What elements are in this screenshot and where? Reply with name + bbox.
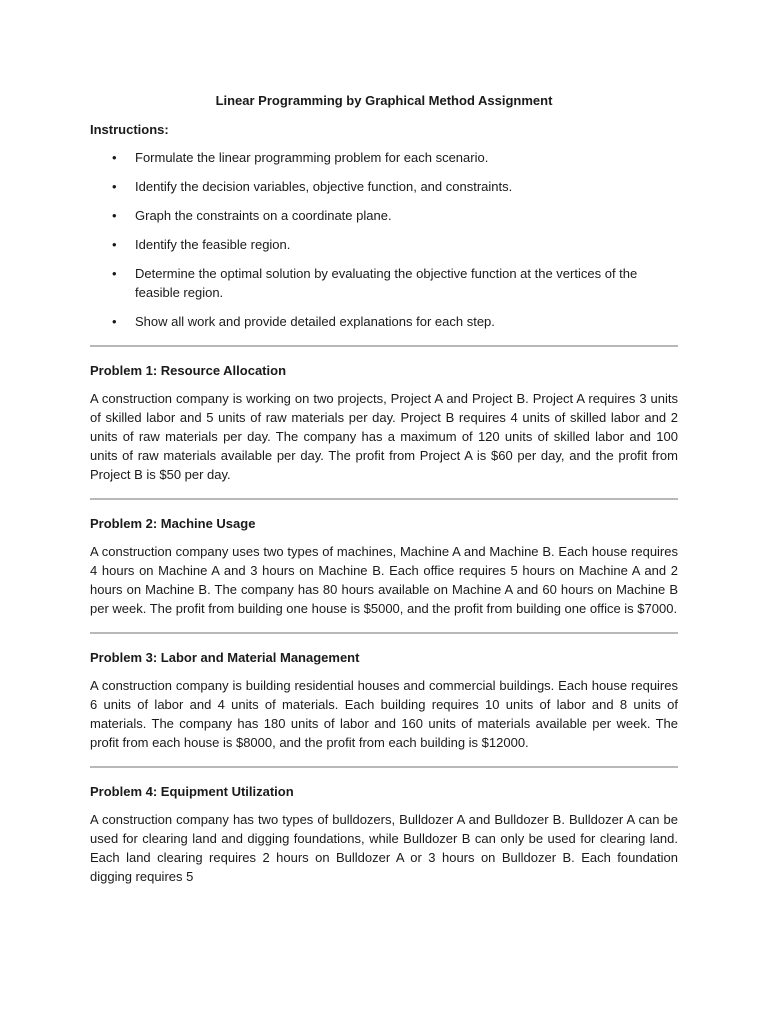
problem-title: Problem 3: Labor and Material Management (90, 650, 360, 665)
list-item (90, 312, 678, 331)
instructions-list (90, 148, 678, 331)
bullet-icon: • (112, 208, 117, 223)
bullet-icon: • (112, 179, 117, 194)
list-item (90, 235, 678, 254)
bullet-icon: • (112, 266, 117, 281)
problem-body: A construction company is working on two projects, Project A and Project B. Project A requires 3 units of skilled labor and 5 units of raw materials per day. Project B requires 4 units of skilled labor and 2 units of raw materials per day. The company has a maximum of 120 units of skilled labor and 100 units of raw materials available per day. The profit from Project A is $60 per day, and the profit from Project B is $50 per day. (90, 391, 678, 482)
section-divider (90, 632, 678, 634)
problem-section (90, 514, 678, 618)
section-divider (90, 498, 678, 500)
problem-section (90, 782, 678, 886)
problem-body: A construction company has two types of bulldozers, Bulldozer A and Bulldozer B. Bulldozer A can be used for clearing land and digging foundations, while Bulldozer B can only be used for clearing land. Each land clearing requires 2 hours on Bulldozer A or 3 hours on Bulldozer B. Each foundation digging requires 5 (90, 812, 678, 884)
problem-section (90, 361, 678, 484)
problem-title: Problem 2: Machine Usage (90, 516, 256, 531)
section-divider (90, 766, 678, 768)
list-item (90, 264, 678, 302)
problem-body: A construction company uses two types of machines, Machine A and Machine B. Each house requires 4 hours on Machine A and 3 hours on Machine B. Each office requires 5 hours on Machine A and 2 hours on Machine B. The company has 80 hours available on Machine A and 60 hours on Machine B per week. The profit from building one house is $5000, and the profit from building one office is $7000. (90, 544, 678, 616)
problem-title: Problem 1: Resource Allocation (90, 363, 287, 378)
instruction-text: Show all work and provide detailed explanations for each step. (135, 314, 495, 329)
list-item (90, 148, 678, 167)
instructions-heading: Instructions: (90, 122, 169, 137)
bullet-icon: • (112, 150, 117, 165)
instruction-text: Identify the feasible region. (135, 237, 291, 252)
bullet-icon: • (112, 237, 117, 252)
problem-title: Problem 4: Equipment Utilization (90, 784, 294, 799)
problem-body: A construction company is building residential houses and commercial buildings. Each house requires 6 units of labor and 4 units of materials. Each building requires 10 units of labor and 8 units of materials. The company has 180 units of labor and 160 units of materials available per week. The profit from each house is $8000, and the profit from each building is $12000. (90, 678, 678, 750)
list-item (90, 206, 678, 225)
instruction-text: Determine the optimal solution by evaluating the objective function at the vertices of the feasible region. (135, 266, 638, 300)
list-item (90, 177, 678, 196)
problem-section (90, 648, 678, 752)
document-title: Linear Programming by Graphical Method Assignment (215, 93, 553, 108)
instruction-text: Graph the constraints on a coordinate plane. (135, 208, 392, 223)
instruction-text: Formulate the linear programming problem for each scenario. (135, 150, 489, 165)
instruction-text: Identify the decision variables, objective function, and constraints. (135, 179, 513, 194)
document-page (90, 91, 678, 886)
bullet-icon: • (112, 314, 117, 329)
section-divider (90, 345, 678, 347)
